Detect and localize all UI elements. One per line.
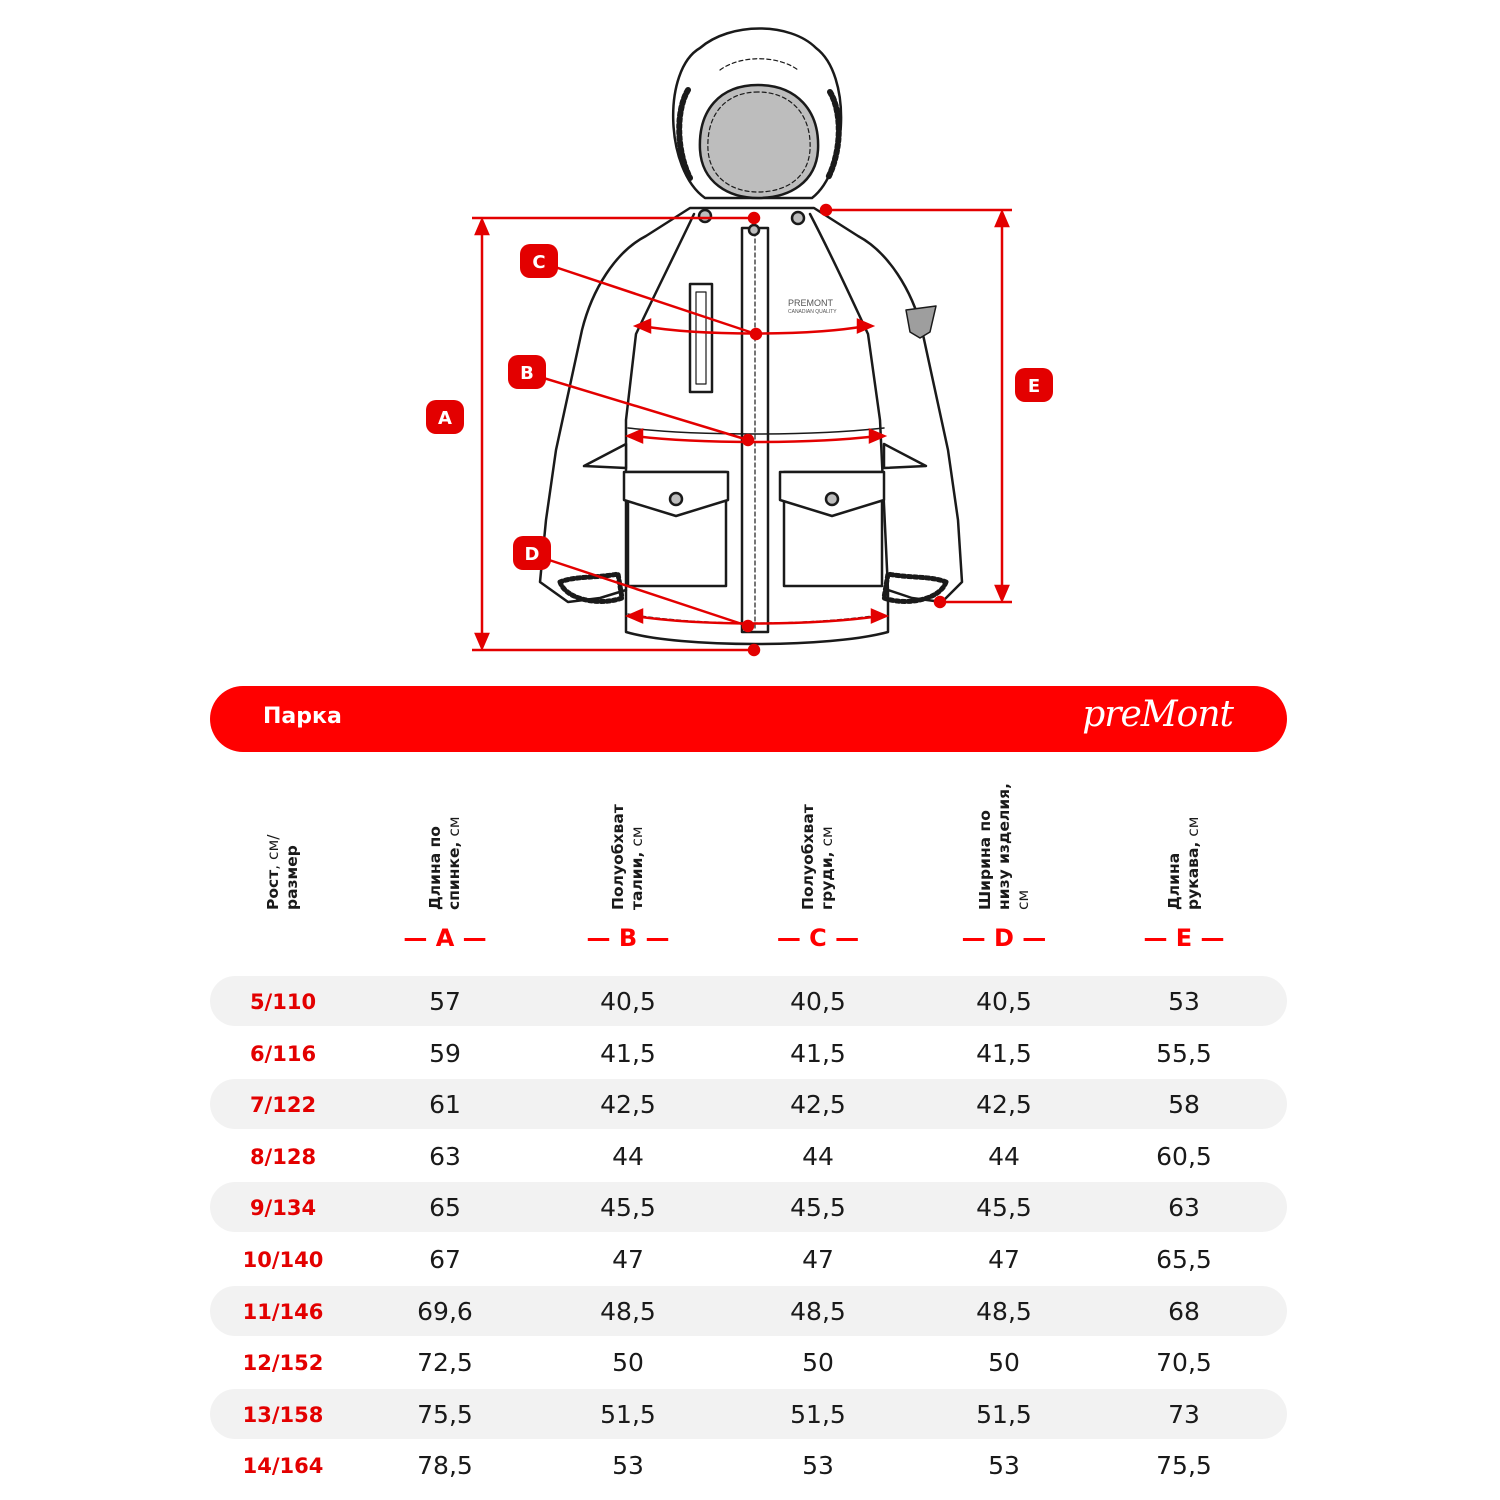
size-cell: 13/158 <box>242 1402 324 1427</box>
product-banner <box>210 686 1287 752</box>
hood-opening <box>700 85 818 198</box>
column-header <box>1114 775 1254 910</box>
svg-text:E: E <box>1027 376 1041 397</box>
table-row <box>210 1028 1287 1078</box>
size-cell: 14/164 <box>242 1454 324 1479</box>
measurement-cell: 41,5 <box>790 1038 846 1068</box>
header-unit: см <box>628 826 646 852</box>
measurement-cell: 50 <box>612 1348 644 1378</box>
measurement-letter: — D — <box>961 924 1047 952</box>
measurement-cell: 55,5 <box>1156 1038 1212 1068</box>
measurement-cell: 44 <box>988 1141 1020 1171</box>
svg-text:D: D <box>524 544 540 565</box>
measurement-cell: 41,5 <box>600 1038 656 1068</box>
measurement-cell: 53 <box>988 1451 1020 1481</box>
svg-text:CANADIAN QUALITY: CANADIAN QUALITY <box>788 309 837 315</box>
measurement-cell: 47 <box>612 1245 644 1274</box>
measurement-cell: 63 <box>1168 1193 1200 1223</box>
chest-logo-text: PREMONT <box>788 298 833 308</box>
column-header <box>558 775 698 910</box>
header-text: низу изделия, <box>994 782 1013 910</box>
header-text: груди, <box>818 851 836 910</box>
header-text: Рост <box>264 869 282 910</box>
table-row <box>210 1286 1287 1336</box>
measurement-cell: 47 <box>802 1245 834 1274</box>
table-row <box>210 1131 1287 1181</box>
header-unit: см <box>1013 889 1032 910</box>
column-header <box>213 775 353 910</box>
header-text: спинке, <box>445 841 463 910</box>
label-badge-c <box>520 244 558 278</box>
measurement-cell: 75,5 <box>1156 1451 1212 1481</box>
header-unit: см <box>818 826 836 852</box>
label-badge-a <box>426 400 464 434</box>
measurement-cell: 50 <box>988 1348 1020 1378</box>
label-badge-d <box>513 536 551 570</box>
table-row <box>210 1079 1287 1129</box>
header-text: рукава, <box>1184 841 1202 910</box>
measurement-cell: 57 <box>429 987 461 1016</box>
header-text: талии, <box>628 851 646 910</box>
measurement-cell: 45,5 <box>600 1193 656 1223</box>
size-cell: 9/134 <box>249 1196 317 1221</box>
measurement-cell: 40,5 <box>976 987 1032 1016</box>
measurement-cell: 41,5 <box>976 1038 1032 1068</box>
product-title: Парка <box>263 704 342 729</box>
measurement-cell: 42,5 <box>790 1090 846 1120</box>
measurement-cell: 40,5 <box>600 987 656 1016</box>
measurement-cell: 67 <box>429 1245 461 1274</box>
size-cell: 11/146 <box>242 1299 324 1324</box>
measurement-letter: — C — <box>776 924 860 952</box>
measurement-letter: — E — <box>1143 924 1225 952</box>
measurement-cell: 65,5 <box>1156 1245 1212 1274</box>
measurement-cell: 44 <box>802 1141 834 1171</box>
size-cell: 12/152 <box>242 1351 324 1376</box>
svg-text:B: B <box>520 363 534 384</box>
measurement-cell: 47 <box>988 1245 1020 1274</box>
column-header <box>748 775 888 910</box>
measurement-cell: 53 <box>802 1451 834 1481</box>
measurement-cell: 45,5 <box>790 1193 846 1223</box>
table-row <box>210 1389 1287 1439</box>
header-unit: см <box>445 816 463 842</box>
header-unit: , см/ <box>264 834 282 870</box>
measurement-cell: 60,5 <box>1156 1141 1212 1171</box>
measurement-cell: 40,5 <box>790 987 846 1016</box>
measurement-cell: 44 <box>612 1141 644 1171</box>
measurement-letter: — B — <box>586 924 670 952</box>
table-row <box>210 1440 1287 1490</box>
measurement-cell: 51,5 <box>790 1399 846 1429</box>
measurement-letter: — A — <box>403 924 487 952</box>
measurement-cell: 61 <box>429 1090 461 1120</box>
header-text: Ширина по <box>975 810 994 910</box>
measurement-cell: 73 <box>1168 1399 1200 1429</box>
svg-text:C: C <box>532 252 546 273</box>
measurement-cell: 69,6 <box>417 1296 473 1326</box>
measurement-cell: 63 <box>429 1141 461 1171</box>
header-text: Полуобхват <box>799 804 817 910</box>
column-header <box>934 775 1074 910</box>
label-badge-e <box>1015 368 1053 402</box>
measurement-cell: 68 <box>1168 1296 1200 1326</box>
chest-pocket <box>690 284 712 392</box>
table-row <box>210 1337 1287 1387</box>
measurement-cell: 48,5 <box>790 1296 846 1326</box>
measurement-cell: 48,5 <box>600 1296 656 1326</box>
size-cell: 8/128 <box>249 1144 317 1169</box>
measurement-cell: 59 <box>429 1038 461 1068</box>
measurement-cell: 72,5 <box>417 1348 473 1378</box>
header-unit: см <box>1184 816 1202 842</box>
size-cell: 6/116 <box>249 1041 317 1066</box>
measurement-cell: 42,5 <box>976 1090 1032 1120</box>
header-text: размер <box>283 845 301 910</box>
measurement-cell: 58 <box>1168 1090 1200 1120</box>
header-text: Длина по <box>426 826 444 910</box>
measurement-cell: 51,5 <box>976 1399 1032 1429</box>
measurement-cell: 75,5 <box>417 1399 473 1429</box>
measurement-cell: 48,5 <box>976 1296 1032 1326</box>
column-header <box>375 775 515 910</box>
parka-measurement-diagram <box>0 0 1500 680</box>
label-badge-b <box>508 355 546 389</box>
table-row <box>210 976 1287 1026</box>
size-cell: 5/110 <box>249 990 317 1014</box>
measurement-cell: 51,5 <box>600 1399 656 1429</box>
measurement-cell: 78,5 <box>417 1451 473 1481</box>
table-row <box>210 1182 1287 1232</box>
measurement-cell: 50 <box>802 1348 834 1378</box>
table-row <box>210 1234 1287 1284</box>
svg-text:A: A <box>438 408 452 429</box>
size-cell: 10/140 <box>242 1248 324 1272</box>
header-text: Длина <box>1165 852 1183 910</box>
measurement-cell: 65 <box>429 1193 461 1223</box>
measurement-cell: 42,5 <box>600 1090 656 1120</box>
brand-logo: preMont <box>1082 694 1233 735</box>
measurement-cell: 53 <box>612 1451 644 1481</box>
measurement-cell: 53 <box>1168 987 1200 1016</box>
measurement-cell: 45,5 <box>976 1193 1032 1223</box>
size-cell: 7/122 <box>249 1093 317 1118</box>
measurement-cell: 70,5 <box>1156 1348 1212 1378</box>
header-text: Полуобхват <box>609 804 627 910</box>
